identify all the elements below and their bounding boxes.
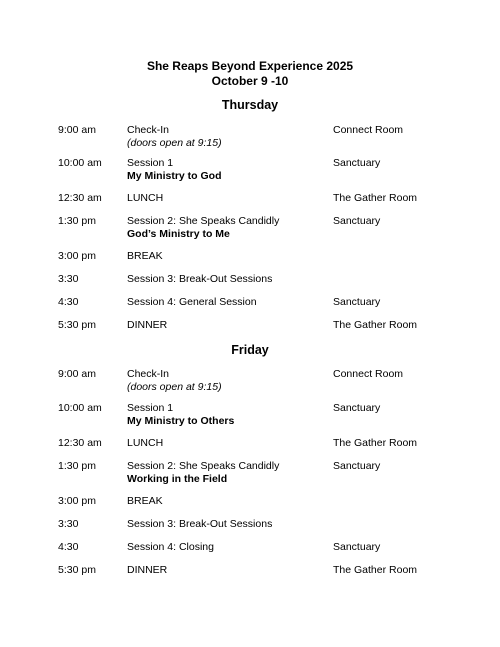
row-event <box>127 124 327 150</box>
row-time: 12:30 am <box>58 437 102 449</box>
row-event-subtitle: My Ministry to Others <box>127 415 235 427</box>
row-time: 10:00 am <box>58 157 102 169</box>
row-time: 4:30 <box>58 541 79 553</box>
row-event <box>127 250 327 263</box>
row-time: 3:30 <box>58 518 79 530</box>
row-location: Connect Room <box>333 124 404 136</box>
row-event-note: (doors open at 9:15) <box>127 381 222 393</box>
row-event-title: Session 1 <box>127 157 174 169</box>
event-dates: October 9 -10 <box>211 74 289 88</box>
row-location: Connect Room <box>333 368 404 380</box>
event-title: She Reaps Beyond Experience 2025 <box>146 59 354 73</box>
row-event-title: Session 2: She Speaks Candidly <box>127 460 280 472</box>
row-event <box>127 273 327 286</box>
row-time: 4:30 <box>58 296 79 308</box>
row-time: 12:30 am <box>58 192 102 204</box>
row-time: 3:00 pm <box>58 495 96 507</box>
row-event-subtitle: My Ministry to God <box>127 170 222 182</box>
row-time: 5:30 pm <box>58 319 96 331</box>
row-event <box>127 296 327 309</box>
row-event <box>127 541 327 554</box>
day-heading-friday: Friday <box>231 343 269 357</box>
row-time: 1:30 pm <box>58 460 96 472</box>
row-location: Sanctuary <box>333 402 381 414</box>
row-event <box>127 192 327 205</box>
row-event-subtitle: God’s Ministry to Me <box>127 228 230 240</box>
row-event-title: LUNCH <box>127 192 164 204</box>
row-event-title: LUNCH <box>127 437 164 449</box>
day-heading-thursday: Thursday <box>221 98 279 112</box>
row-time: 10:00 am <box>58 402 102 414</box>
row-event <box>127 402 327 428</box>
row-event-title: DINNER <box>127 319 168 331</box>
row-event-note: (doors open at 9:15) <box>127 137 222 149</box>
row-time: 9:00 am <box>58 368 96 380</box>
row-event <box>127 157 327 183</box>
row-location: The Gather Room <box>333 564 418 576</box>
row-location: Sanctuary <box>333 296 381 308</box>
row-event <box>127 460 327 486</box>
row-time: 3:00 pm <box>58 250 96 262</box>
row-location: Sanctuary <box>333 215 381 227</box>
row-event-title: BREAK <box>127 495 163 507</box>
row-event-title: Check-In <box>127 124 170 136</box>
row-location: The Gather Room <box>333 192 418 204</box>
row-event <box>127 215 327 241</box>
row-event-title: DINNER <box>127 564 168 576</box>
row-location: Sanctuary <box>333 460 381 472</box>
row-event-subtitle: Working in the Field <box>127 473 228 485</box>
row-event-title: Session 3: Break-Out Sessions <box>127 518 273 530</box>
row-event <box>127 368 327 394</box>
row-event <box>127 495 327 508</box>
row-event-title: Session 3: Break-Out Sessions <box>127 273 273 285</box>
title-block <box>0 59 500 89</box>
row-event-title: Session 1 <box>127 402 174 414</box>
row-event-title: BREAK <box>127 250 163 262</box>
row-event <box>127 319 327 332</box>
row-location: Sanctuary <box>333 157 381 169</box>
row-event-title: Session 2: She Speaks Candidly <box>127 215 280 227</box>
row-event-title: Check-In <box>127 368 170 380</box>
row-location: The Gather Room <box>333 319 418 331</box>
row-time: 3:30 <box>58 273 79 285</box>
row-event <box>127 518 327 531</box>
row-event <box>127 564 327 577</box>
row-time: 1:30 pm <box>58 215 96 227</box>
row-time: 5:30 pm <box>58 564 96 576</box>
row-time: 9:00 am <box>58 124 96 136</box>
row-event <box>127 437 327 450</box>
row-location: Sanctuary <box>333 541 381 553</box>
row-event-title: Session 4: Closing <box>127 541 214 553</box>
row-event-title: Session 4: General Session <box>127 296 257 308</box>
row-location: The Gather Room <box>333 437 418 449</box>
